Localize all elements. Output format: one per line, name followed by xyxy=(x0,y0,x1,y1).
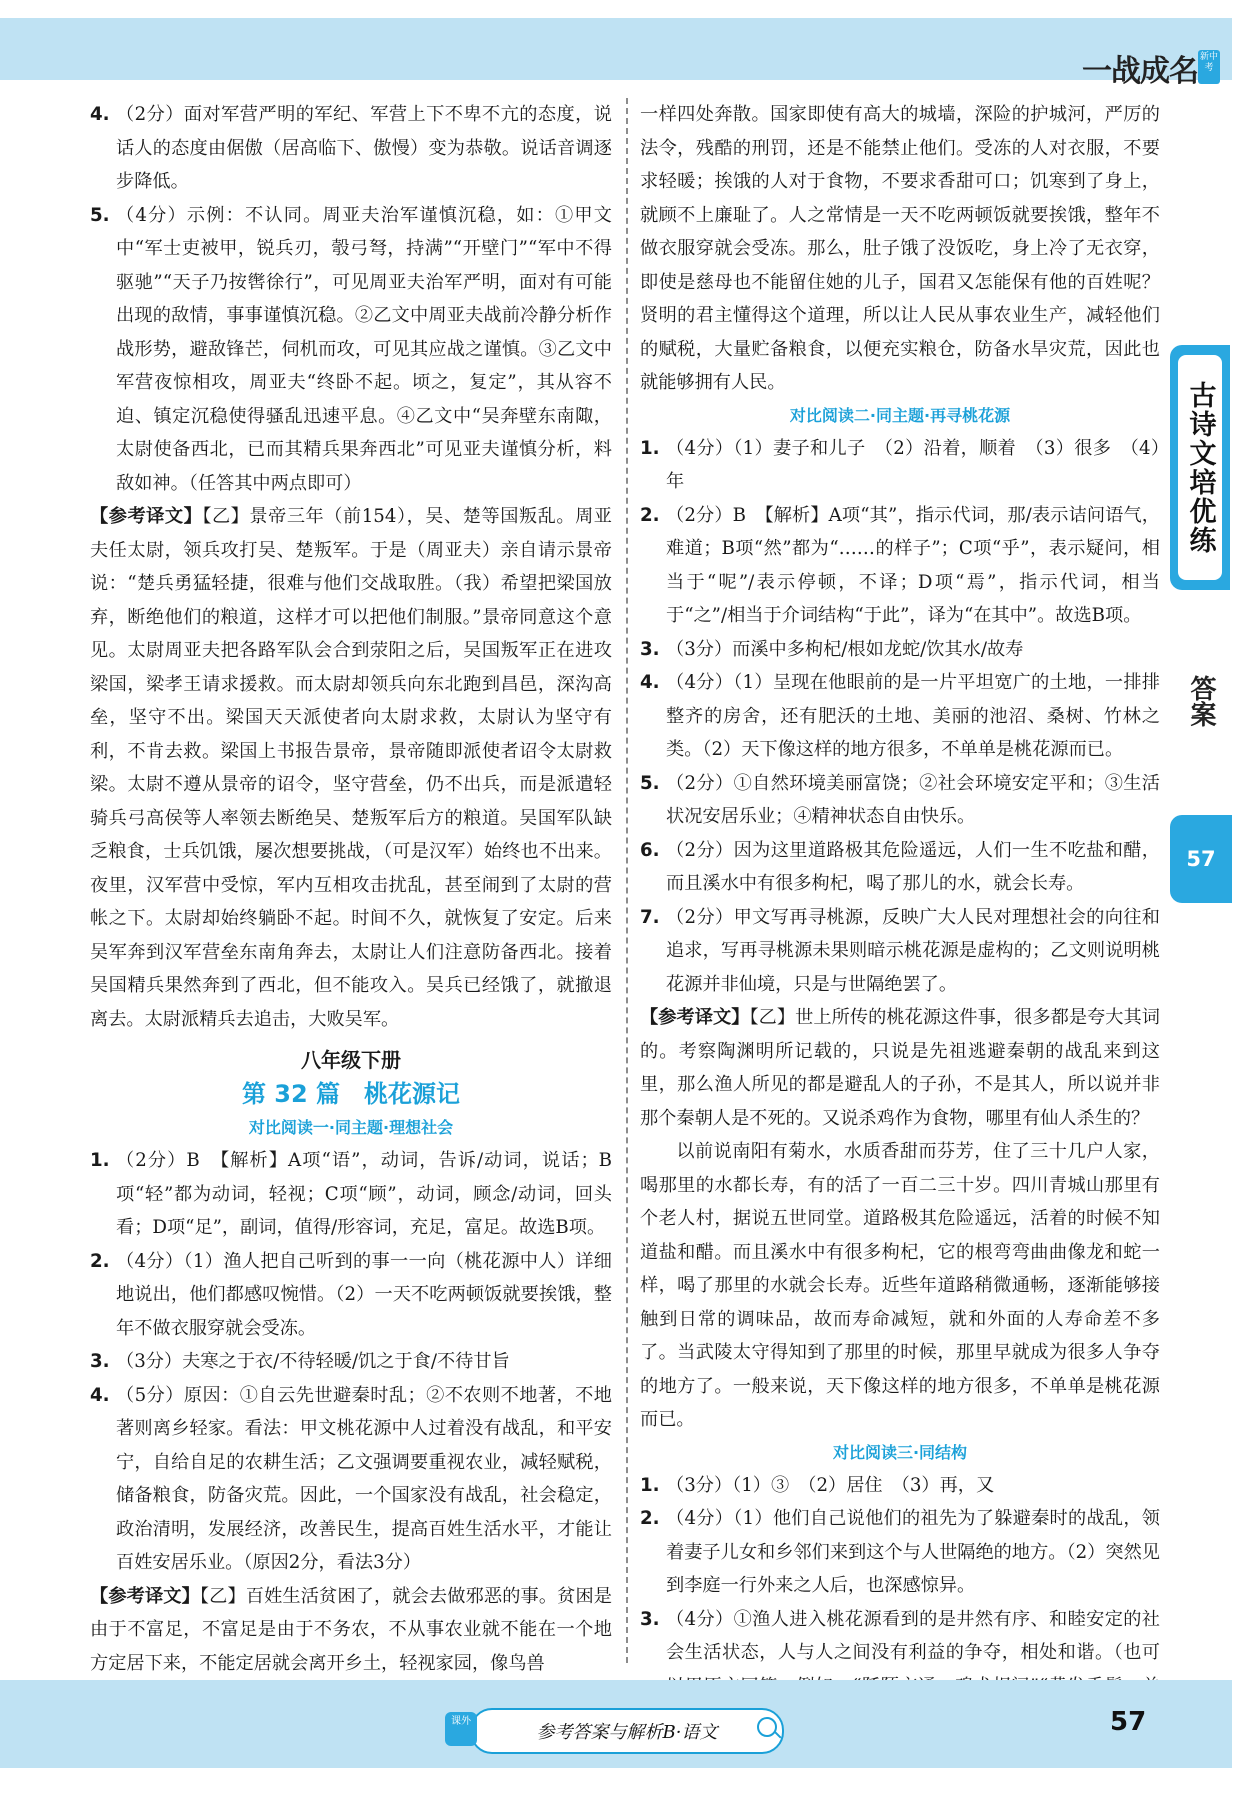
item-number: 3. xyxy=(90,1351,110,1372)
item-number: 2. xyxy=(90,1250,110,1272)
chapter-title: 第 32 篇 桃花源记 xyxy=(241,1080,461,1108)
reference-text: 【乙】世上所传的桃花源这件事，很多都是夸大其词的。考察陶渊明所记载的，只说是先祖逃避秦朝的战乱来到这里，那么渔人所见的都是避乱人的子孙，不是其人，所以说并非那个秦朝人是不死的。又说杀鸡作为食物，哪里有仙人杀生的？ xyxy=(640,1007,1160,1129)
page-number: 57 xyxy=(1110,1707,1147,1737)
item-number: 4. xyxy=(90,1384,110,1406)
answer-item xyxy=(90,98,612,199)
answer-item xyxy=(640,834,1160,901)
grade-heading: 八年级下册 xyxy=(301,1048,401,1072)
left-column xyxy=(90,98,612,1680)
answer-item xyxy=(90,1379,612,1580)
page-side-tab: 57 xyxy=(1170,815,1232,903)
item-text: （2分）因为这里道路极其危险遥远，人们一生不吃盐和醋，而且溪水中有很多枸杞，喝了那儿的水，就会长寿。 xyxy=(666,839,1160,894)
item-text: （5分）原因：①自云先世避秦时乱；②不农则不地著，不地著则离乡轻家。看法：甲文桃花源中人过着没有战乱，和平安宁，自给自足的农耕生活；乙文强调要重视农业，减轻赋税，储备粮食，防备灾荒。因此，一个国家没有战乱，社会稳定，政治清明，发展经济，改善民生，提高百姓生活水平，才能让百姓安居乐业。（原因2分，看法3分） xyxy=(116,1384,612,1573)
item-number: 6. xyxy=(640,839,660,861)
item-text: （2分）面对军营严明的军纪、军营上下不卑不亢的态度，说话人的态度由倨傲（居高临下、傲慢）变为恭敬。说话音调逐步降低。 xyxy=(116,104,612,192)
item-text: （4分）（1）他们自己说他们的祖先为了躲避秦时的战乱，领着妻子儿女和乡邻们来到这个与人世隔绝的地方。（2）突然见到李庭一行外来之人后，也深感惊异。 xyxy=(666,1508,1160,1596)
answer-item xyxy=(640,633,1160,667)
answer-item xyxy=(640,1469,1160,1503)
answer-item xyxy=(640,901,1160,1002)
answer-item xyxy=(90,1144,612,1245)
item-number: 2. xyxy=(640,1508,660,1529)
item-text: （2分）甲文写再寻桃源，反映广大人民对理想社会的向往和追求，写再寻桃源未果则暗示桃花源是虚构的；乙文则说明桃花源并非仙境，只是与世隔绝罢了。 xyxy=(666,906,1160,995)
magnifier-icon xyxy=(757,1717,777,1737)
reference-paragraph: 以前说南阳有菊水，水质香甜而芬芳，住了三十几户人家，喝那里的水都长寿，有的活了一百二三十岁。四川青城山那里有个老人村，据说五世同堂。道路极其危险遥远，活着的时候不知道盐和醋。而且溪水中有很多枸杞，它的根弯弯曲曲像龙和蛇一样，喝了那里的水就会长寿。近些年道路稍微通畅，逐渐能够接触到日常的调味品，故而寿命减短，就和外面的人寿命差不多了。当武陵太守得知到了那里的时候，那里早就成为很多人争夺的地方了。一般来说，天下像这样的地方很多，不单单是桃花源而已。 xyxy=(640,1141,1160,1430)
answer-item xyxy=(640,499,1160,633)
item-text: （2分）B 【解析】A项“其”，指示代词，那/表示诘问语气，难道；B项“然”都为“……的样子”；C项“乎”，表示疑问，相当于“呢”/表示停顿，不译；D项“焉”，指示代词，相当于“之”/相当于介词结构“于此”，译为“在其中”。故选B项。 xyxy=(666,504,1160,626)
item-text: （4分）示例：不认同。周亚夫治军谨慎沉稳，如：①甲文中“军士吏被甲，锐兵刃，彀弓弩，持满”“开壁门”“军中不得驱驰”“天子乃按辔徐行”，可见周亚夫治军严明，面对有可能出现的敌情，事事谨慎沉稳。②乙文中周亚夫战前冷静分析作战形势，避敌锋芒，伺机而攻，可见其应战之谨慎。③乙文中军营夜惊相攻，周亚夫“终卧不起。顷之，复定”，其从容不迫、镇定沉稳使得骚乱迅速平息。④乙文中“吴奔壁东南陬，太尉使备西北，已而其精兵果奔西北”可见亚夫谨慎分析，料敌如神。（任答其中两点即可） xyxy=(116,204,612,494)
item-text: （2分）B 【解析】A项“语”，动词，告诉/动词，说话；B项“轻”都为动词，轻视；C项“顾”，动词，顾念/动词，回头看；D项“足”，副词，值得/形容词，充足，富足。故选B项。 xyxy=(116,1150,612,1238)
item-text: （3分）夫寒之于衣/不待轻暖/饥之于食/不待甘旨 xyxy=(116,1351,510,1372)
reference-text: 【乙】百姓生活贫困了，就会去做邪恶的事。贫困是由于不富足，不富足是由于不务农，不从事农业就不能在一个地方定居下来，不能定居就会离开乡土，轻视家园，像鸟兽 xyxy=(90,1585,612,1674)
item-text: （2分）①自然环境美丽富饶；②社会环境安定平和；③生活状况安居乐业；④精神状态自由快乐。 xyxy=(666,772,1160,827)
translation-continued: 一样四处奔散。国家即使有高大的城墙，深险的护城河，严厉的法令，残酷的刑罚，还是不能禁止他们。受冻的人对衣服，不要求轻暖；挨饿的人对于食物，不要求香甜可口；饥寒到了身上，就顾不上廉耻了。人之常情是一天不吃两顿饭就要挨饿，整年不做衣服穿就会受冻。那么，肚子饿了没饭吃，身上冷了无衣穿，即使是慈母也不能留住她的儿子，国君又怎能保有他的百姓呢？贤明的君主懂得这个道理，所以让人民从事农业生产，减轻他们的赋税，大量贮备粮食，以便充实粮仓，防备水旱灾荒，因此也就能够拥有人民。 xyxy=(640,104,1160,393)
reference-label: 【参考译文】 xyxy=(640,1007,750,1028)
right-column xyxy=(640,98,1160,1737)
reference-text: 【乙】景帝三年（前154），吴、楚等国叛乱。周亚夫任太尉，领兵攻打吴、楚叛军。于是（周亚夫）亲自请示景帝说：“楚兵勇猛轻捷，很难与他们交战取胜。（我）希望把梁国放弃，断绝他们的粮道，这样才可以把他们制服。”景帝同意这个意见。太尉周亚夫把各路军队会合到荥阳之后，吴国叛军正在进攻梁国，梁孝王请求援救。而太尉却领兵向东北跑到昌邑，深沟高垒，坚守不出。梁国天天派使者向太尉求救，太尉认为坚守有利，不肯去救。梁国上书报告景帝，景帝随即派使者诏令太尉救梁。太尉不遵从景帝的诏令，坚守营垒，仍不出兵，而是派遣轻骑兵弓高侯等人率领去断绝吴、楚叛军后方的粮道。吴国军队缺乏粮食，士兵饥饿，屡次想要挑战，（可是汉军）始终也不出来。夜里，汉军营中受惊，军内互相攻击扰乱，甚至闹到了太尉的营帐之下。太尉却始终躺卧不起。时间不久，就恢复了安定。后来吴军奔到汉军营垒东南角奔去，太尉让人们注意防备西北。接着吴国精兵果然奔到了西北，但不能攻入。吴兵已经饿了，就撤退离去。太尉派精兵去追击，大败吴军。 xyxy=(90,506,612,1030)
footer-title: 参考答案与解析B·语文 xyxy=(470,1708,784,1754)
item-text: （4分）（1）妻子和儿子 （2）沿着，顺着 （3）很多 （4）年 xyxy=(666,437,1160,492)
item-number: 7. xyxy=(640,906,660,928)
column-divider xyxy=(626,98,628,1663)
reference-label: 【参考译文】 xyxy=(90,1585,200,1607)
section-side-tab xyxy=(1170,345,1230,590)
item-number: 5. xyxy=(640,772,660,794)
section-side-tab-label: 古诗文培优练 xyxy=(1178,355,1222,580)
section-subhead: 对比阅读三·同结构 xyxy=(832,1442,968,1462)
item-text: （4分）（1）呈现在他眼前的是一片平坦宽广的土地，一排排整齐的房舍，还有肥沃的土地、美丽的池沼、桑树、竹林之类。（2）天下像这样的地方很多，不单单是桃花源而已。 xyxy=(666,672,1160,760)
reference-translation xyxy=(640,1001,1160,1135)
section-subhead: 对比阅读二·同主题·再寻桃花源 xyxy=(789,405,1011,425)
reference-translation xyxy=(90,500,612,1036)
brand-logo: 一战成名 xyxy=(1082,54,1198,89)
section-subhead: 对比阅读一·同主题·理想社会 xyxy=(248,1118,454,1137)
answer-item xyxy=(90,1245,612,1346)
reference-translation xyxy=(90,1580,612,1681)
answer-item xyxy=(90,1345,612,1379)
item-number: 3. xyxy=(640,638,660,660)
item-number: 1. xyxy=(640,1474,660,1496)
item-number: 4. xyxy=(640,672,660,693)
answer-item xyxy=(90,199,612,501)
item-text: （3分）（1）③ （2）居住 （3）再，又 xyxy=(666,1474,995,1496)
answer-item xyxy=(640,432,1160,499)
reference-label: 【参考译文】 xyxy=(90,506,203,527)
item-number: 1. xyxy=(90,1150,110,1171)
answer-item xyxy=(640,666,1160,767)
item-text: （4分）①渔人进入桃花源看到的是井然有序、和睦安定的社会生活状态，人与人之间没有利益的争夺，相处和谐。（也可 xyxy=(666,1608,1160,1663)
item-number: 4. xyxy=(90,104,110,125)
footer-tag: 课外 xyxy=(445,1712,477,1746)
answer-item xyxy=(640,767,1160,834)
item-number: 1. xyxy=(640,437,660,459)
answer-side-label: 答案 xyxy=(1186,675,1216,727)
header-band xyxy=(0,18,1232,80)
brand-tag: 新中考 xyxy=(1198,50,1220,84)
answer-item xyxy=(640,1502,1160,1603)
item-number: 5. xyxy=(90,204,110,226)
item-text: （3分）而溪中多枸杞/根如龙蛇/饮其水/故寿 xyxy=(666,638,1024,660)
item-text: （4分）（1）渔人把自己听到的事一一向（桃花源中人）详细地说出，他们都感叹惋惜。（2）一天不吃两顿饭就要挨饿，整年不做衣服穿就会受冻。 xyxy=(116,1250,612,1339)
item-number: 2. xyxy=(640,504,660,526)
item-number: 3. xyxy=(640,1608,660,1630)
